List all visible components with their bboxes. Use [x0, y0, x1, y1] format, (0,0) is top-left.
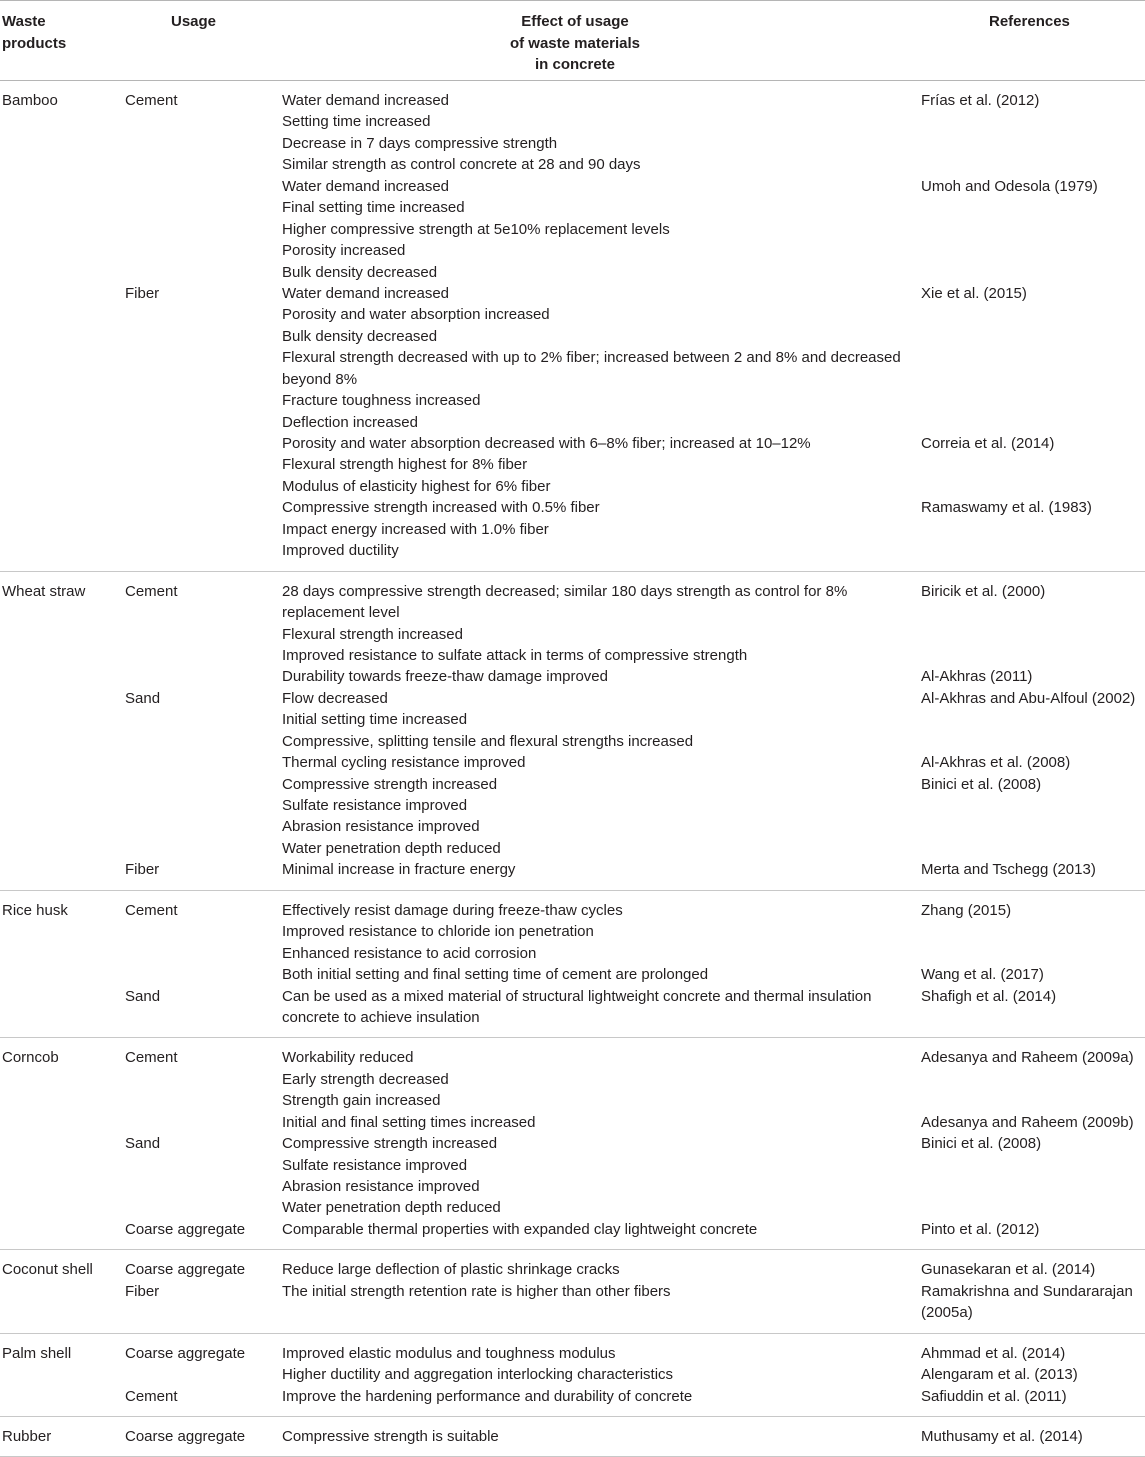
effect-cell: Deflection increased: [282, 413, 418, 431]
effect-cell: beyond 8%: [282, 370, 358, 388]
effect-cell: Improved resistance to chloride ion penetration: [282, 923, 594, 941]
effect-cell: Porosity and water absorption increased: [282, 306, 550, 324]
usage-cell: Coarse aggregate: [125, 1261, 246, 1279]
table-row: [0, 240, 1145, 261]
effect-cell: Durability towards freeze-thaw damage improved: [282, 668, 608, 686]
table-row: [0, 1386, 1145, 1407]
effect-cell: Higher ductility and aggregation interlocking characteristics: [282, 1366, 674, 1384]
table-row: [0, 519, 1145, 540]
reference-cell: Al-Akhras et al. (2008): [921, 754, 1071, 772]
effect-cell: Improved ductility: [282, 542, 399, 560]
table-group: [0, 1334, 1145, 1417]
table-body: [0, 81, 1145, 1457]
effect-cell: Porosity and water absorption decreased with 6–8% fiber; increased at 10–12%: [282, 435, 811, 452]
effect-cell: Water demand increased: [282, 92, 450, 109]
reference-cell: Umoh and Odesola (1979): [921, 177, 1098, 195]
effect-cell: Thermal cycling resistance improved: [282, 754, 526, 772]
effect-cell: Water penetration depth reduced: [282, 839, 501, 857]
table-row: [0, 1302, 1145, 1323]
usage-cell: Fiber: [125, 1282, 160, 1300]
effect-cell: Enhanced resistance to acid corrosion: [282, 944, 537, 962]
table-row: [0, 326, 1145, 347]
usage-cell: Coarse aggregate: [125, 1220, 246, 1238]
table-row: [0, 859, 1145, 880]
table-row: [0, 197, 1145, 218]
table-row: [0, 581, 1145, 602]
table-row: [0, 1426, 1145, 1447]
header-effect-line3: in concrete: [534, 56, 616, 73]
table-row: [0, 219, 1145, 240]
table-row: [0, 1364, 1145, 1385]
reference-cell: Merta and Tschegg (2013): [921, 861, 1096, 879]
usage-cell: Sand: [125, 689, 161, 707]
table-row: [0, 921, 1145, 942]
table-row: [0, 412, 1145, 433]
table-row: [0, 1281, 1145, 1302]
usage-cell: Cement: [125, 1387, 178, 1405]
table-row: [0, 666, 1145, 687]
table-row: [0, 752, 1145, 773]
reference-cell: Alengaram et al. (2013): [921, 1366, 1078, 1384]
table-row: [0, 1259, 1145, 1280]
effect-cell: Water penetration depth reduced: [282, 1199, 501, 1217]
table-row: [0, 1069, 1145, 1090]
reference-cell: Biricik et al. (2000): [921, 582, 1046, 600]
table-row: [0, 964, 1145, 985]
table-row: [0, 1133, 1145, 1154]
table-row: [0, 90, 1145, 111]
table-row: [0, 262, 1145, 283]
usage-cell: Coarse aggregate: [125, 1427, 246, 1445]
effect-cell: Bulk density decreased: [282, 263, 438, 281]
effect-cell: Improved elastic modulus and toughness modulus: [282, 1344, 616, 1362]
effect-cell: Flexural strength increased: [282, 625, 463, 643]
usage-cell: Fiber: [125, 861, 160, 879]
effect-cell: Reduce large deflection of plastic shrinkage cracks: [282, 1261, 620, 1279]
reference-cell: Muthusamy et al. (2014): [921, 1427, 1083, 1445]
effect-cell: Effectively resist damage during freeze-thaw cycles: [282, 901, 623, 919]
effect-cell: Final setting time increased: [282, 199, 465, 217]
usage-cell: Coarse aggregate: [125, 1344, 246, 1362]
effect-cell: Water demand increased: [282, 177, 450, 195]
table-row: [0, 454, 1145, 475]
header-effect-line1: Effect of usage: [521, 13, 629, 30]
table-row: [0, 1007, 1145, 1028]
table-row: [0, 1176, 1145, 1197]
effect-cell: Sulfate resistance improved: [282, 1156, 468, 1174]
table-row: [0, 943, 1145, 964]
effect-cell: Bulk density decreased: [282, 327, 438, 345]
header-waste-line2: products: [2, 34, 67, 52]
usage-cell: Sand: [125, 1135, 161, 1153]
effect-cell: Higher compressive strength at 5e10% replacement levels: [282, 220, 670, 238]
table-row: [0, 709, 1145, 730]
usage-cell: Cement: [125, 901, 178, 919]
reference-cell: Ahmmad et al. (2014): [921, 1344, 1066, 1362]
effect-cell: Flexural strength decreased with up to 2% fiber; increased between 2 and 8% and decreased: [282, 349, 901, 367]
effect-cell: Abrasion resistance improved: [282, 818, 480, 836]
effect-cell: Impact energy increased with 1.0% fiber: [282, 520, 549, 538]
table-row: [0, 1155, 1145, 1176]
table-row: [0, 283, 1145, 304]
table-row: [0, 731, 1145, 752]
effect-cell: Can be used as a mixed material of structural lightweight concrete and thermal insulation: [282, 987, 872, 1005]
effect-cell: Abrasion resistance improved: [282, 1178, 480, 1195]
table-row: [0, 1047, 1145, 1068]
table-row: [0, 774, 1145, 795]
effect-cell: Minimal increase in fracture energy: [282, 861, 516, 879]
table-row: [0, 154, 1145, 175]
reference-cell: Adesanya and Raheem (2009a): [921, 1049, 1134, 1067]
reference-cell: Al-Akhras (2011): [921, 668, 1033, 686]
table-row: [0, 816, 1145, 837]
table-row: [0, 645, 1145, 666]
effect-cell: Compressive, splitting tensile and flexural strengths increased: [282, 732, 694, 750]
effect-cell: Workability reduced: [282, 1049, 414, 1067]
table-row: [0, 838, 1145, 859]
table-row: [0, 795, 1145, 816]
reference-cell: Shafigh et al. (2014): [921, 987, 1057, 1005]
reference-cell: Pinto et al. (2012): [921, 1220, 1040, 1238]
usage-cell: Cement: [125, 92, 178, 109]
effect-cell: Compressive strength increased: [282, 775, 498, 793]
effect-cell: 28 days compressive strength decreased; similar 180 days strength as control for 8%: [282, 582, 848, 600]
effect-cell: Flow decreased: [282, 689, 388, 707]
usage-cell: Fiber: [125, 284, 160, 302]
usage-cell: Cement: [125, 582, 178, 600]
effect-cell: Compressive strength increased: [282, 1135, 498, 1153]
table-group: [0, 572, 1145, 891]
effect-cell: Early strength decreased: [282, 1070, 449, 1088]
effect-cell: Flexural strength highest for 8% fiber: [282, 456, 528, 474]
table-row: [0, 1219, 1145, 1240]
table-row: [0, 624, 1145, 645]
table-row: [0, 602, 1145, 623]
reference-cell: Gunasekaran et al. (2014): [921, 1261, 1096, 1279]
effect-cell: Modulus of elasticity highest for 6% fiber: [282, 477, 551, 495]
effect-cell: Water demand increased: [282, 284, 450, 302]
table-row: [0, 688, 1145, 709]
reference-cell: Ramakrishna and Sundararajan: [921, 1282, 1133, 1300]
table-group: [0, 1250, 1145, 1333]
table-row: [0, 986, 1145, 1007]
effect-cell: Initial setting time increased: [282, 711, 468, 729]
table-row: [0, 369, 1145, 390]
reference-cell: Xie et al. (2015): [921, 284, 1027, 302]
effect-cell: Both initial setting and final setting time of cement are prolonged: [282, 966, 709, 984]
reference-cell: Correia et al. (2014): [921, 435, 1055, 452]
waste-product-cell: Wheat straw: [2, 582, 86, 600]
table-row: [0, 304, 1145, 325]
reference-cell: Wang et al. (2017): [921, 966, 1044, 984]
header-effect-line2: of waste materials: [509, 34, 641, 52]
effect-cell: concrete to achieve insulation: [282, 1008, 480, 1026]
usage-cell: Sand: [125, 987, 161, 1005]
header-effect: [440, 11, 710, 76]
table-row: [0, 111, 1145, 132]
effect-cell: Setting time increased: [282, 113, 431, 131]
reference-cell: (2005a): [921, 1304, 973, 1322]
effect-cell: replacement level: [282, 604, 400, 622]
effect-cell: Initial and final setting times increased: [282, 1113, 536, 1131]
table-group: [0, 81, 1145, 572]
reference-cell: Adesanya and Raheem (2009b): [921, 1113, 1134, 1131]
table-row: [0, 1112, 1145, 1133]
waste-product-cell: Bamboo: [2, 92, 58, 109]
reference-cell: Binici et al. (2008): [921, 775, 1042, 793]
table-row: [0, 497, 1145, 518]
header-references: References: [989, 13, 1070, 30]
table-row: [0, 176, 1145, 197]
table-row: [0, 1343, 1145, 1364]
waste-product-cell: Palm shell: [2, 1344, 72, 1362]
table-row: [0, 900, 1145, 921]
header-waste-line1: Waste: [2, 13, 46, 30]
table-row: [0, 1090, 1145, 1111]
waste-product-cell: Rice husk: [2, 901, 68, 919]
effect-cell: Compressive strength increased with 0.5% fiber: [282, 499, 600, 517]
table-row: [0, 133, 1145, 154]
reference-cell: Frías et al. (2012): [921, 92, 1040, 109]
table-row: [0, 540, 1145, 561]
reference-cell: Al-Akhras and Abu-Alfoul (2002): [921, 689, 1136, 707]
table-group: [0, 891, 1145, 1039]
table-row: [0, 433, 1145, 454]
header-waste-products: [2, 11, 66, 54]
header-usage: Usage: [171, 13, 217, 30]
table-group: [0, 1417, 1145, 1457]
waste-product-cell: Coconut shell: [2, 1261, 93, 1279]
effect-cell: Compressive strength is suitable: [282, 1427, 499, 1445]
reference-cell: Binici et al. (2008): [921, 1135, 1042, 1153]
reference-cell: Safiuddin et al. (2011): [921, 1387, 1067, 1405]
table-row: [0, 476, 1145, 497]
reference-cell: Zhang (2015): [921, 901, 1012, 919]
waste-product-cell: Corncob: [2, 1049, 59, 1067]
effect-cell: The initial strength retention rate is higher than other fibers: [282, 1282, 671, 1300]
effect-cell: Comparable thermal properties with expanded clay lightweight concrete: [282, 1220, 758, 1238]
waste-product-cell: Rubber: [2, 1427, 52, 1445]
effect-cell: Porosity increased: [282, 242, 406, 260]
effect-cell: Sulfate resistance improved: [282, 797, 468, 814]
table-row: [0, 347, 1145, 368]
effect-cell: Decrease in 7 days compressive strength: [282, 134, 558, 152]
effect-cell: Strength gain increased: [282, 1092, 441, 1110]
table-header: [0, 0, 1145, 81]
table-group: [0, 1038, 1145, 1250]
effect-cell: Improved resistance to sulfate attack in terms of compressive strength: [282, 646, 748, 664]
table-row: [0, 390, 1145, 411]
effect-cell: Similar strength as control concrete at 28 and 90 days: [282, 156, 641, 174]
usage-cell: Cement: [125, 1049, 178, 1067]
table-row: [0, 1197, 1145, 1218]
effect-cell: Fracture toughness increased: [282, 392, 481, 410]
effect-cell: Improve the hardening performance and durability of concrete: [282, 1387, 693, 1405]
reference-cell: Ramaswamy et al. (1983): [921, 499, 1092, 517]
